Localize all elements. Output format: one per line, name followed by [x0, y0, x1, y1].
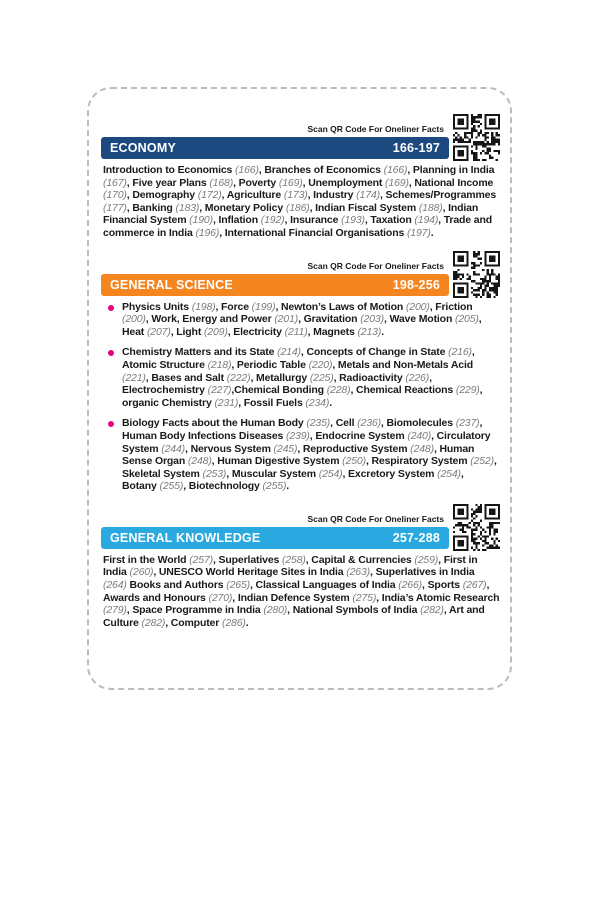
topic-name: Branches of Economics [264, 164, 381, 176]
page-number: (244) [161, 442, 186, 455]
topic-name: Trade and commerce in India [103, 214, 492, 239]
section-header-left [101, 124, 449, 159]
page-number: (253) [202, 467, 227, 480]
page-number: (257) [189, 553, 213, 566]
topic-name: Indian Defence System [237, 591, 350, 604]
topic-name: National Symbols of India [292, 604, 418, 617]
topic-name: Agriculture [226, 189, 282, 202]
topic-name: Schemes/Programmes [385, 189, 497, 202]
topic-name: Circulatory System [122, 429, 491, 455]
topic-name: Indian Financial System [103, 201, 479, 227]
sections-container [101, 114, 500, 629]
contents-card [87, 87, 512, 690]
bullet-dot-icon [108, 305, 114, 311]
page-number: (173) [283, 189, 308, 202]
page-number: (250) [342, 455, 366, 468]
section-header [101, 114, 500, 159]
topic-name: Computer [170, 616, 220, 629]
page-number: (186) [285, 201, 310, 214]
topic-name: Excretory System [348, 467, 435, 480]
bullet-text: Chemistry Matters and its State (214), Concepts of Change in State (216), Atomic Structure (218), Periodic Table (220), Metals and Non-Metals Acid (221), Bases and Salt (222), Metallurgy (225), Radioactivity (226), Electrochemistry (227),Chemical Bonding (228), Chemical Reactions (229), organic Chemistry (231), Fossil Fuels (234). [122, 346, 483, 409]
topic-name: Biomolecules [386, 417, 453, 430]
page-number: (235) [306, 417, 331, 430]
topic-name: Books and Authors [129, 579, 224, 592]
section-title-bar [101, 527, 449, 549]
page-number: (227) [207, 384, 232, 397]
page-number: (258) [281, 553, 306, 566]
bullet-dot-icon [108, 350, 114, 356]
page-number: (193) [341, 214, 365, 227]
page-number: (282) [420, 604, 444, 617]
page-number: (286) [221, 616, 246, 629]
topic-name: Industry [313, 189, 354, 202]
topic-name: Human Digestive System [217, 455, 340, 468]
page-number: (240) [407, 429, 432, 442]
topic-name: Introduction to Economics [103, 164, 233, 176]
topic-name: Periodic Table [236, 358, 306, 371]
section-body: First in the World (257), Superlatives (258), Capital & Currencies (259), First in India (260), UNESCO World Heritage Sites in India (263), Superlatives in India (264) Books and Authors (265), Classical Languages of India (266), Sports (267), Awards and Honours (270), Indian Defence System (275), India’s Atomic Research (279), Space Programme in India (280), National Symbols of India (282), Art and Culture (282), Computer (286). [103, 553, 500, 629]
page-number: (228) [326, 384, 351, 397]
page-number: (167) [103, 176, 127, 189]
section-header-left [101, 514, 449, 549]
page-number: (225) [309, 371, 334, 384]
topic-name: Fossil Fuels [243, 396, 303, 409]
page-number: (166) [383, 164, 408, 176]
section-title: GENERAL KNOWLEDGE [110, 530, 261, 545]
bullet-item-biology [103, 417, 500, 493]
section-general-science [101, 251, 500, 493]
topic-name: Space Programme in India [132, 604, 261, 617]
page-number: (198) [191, 300, 216, 313]
group-lead: Biology [122, 417, 160, 430]
section-title-bar [101, 274, 449, 296]
topic-name: Poverty [238, 176, 277, 189]
topic-name: Art and Culture [103, 604, 485, 629]
topic-name: Classical Languages of India [255, 579, 396, 592]
page-number: (254) [437, 467, 461, 480]
page-number: (280) [263, 604, 288, 617]
page-number: (255) [159, 480, 184, 493]
qr-caption: Scan QR Code For Oneliner Facts [307, 513, 444, 524]
page-number: (211) [284, 325, 308, 338]
topic-name: Chemical Bonding [234, 384, 324, 397]
page-number: (166) [235, 164, 259, 176]
group-lead: Chemistry [122, 346, 173, 359]
topic-name: First in India [103, 553, 478, 579]
topic-name: Muscular System [231, 467, 316, 480]
section-general-knowledge [101, 504, 500, 630]
page-number: (245) [273, 442, 298, 455]
topic-name: Monetary Policy [204, 201, 284, 214]
page-number: (205) [455, 313, 479, 326]
section-title: ECONOMY [110, 141, 176, 155]
topic-name: Gravitation [303, 313, 358, 326]
qr-code-icon [453, 114, 500, 161]
page-number: (222) [226, 371, 251, 384]
topic-name: Magnets [313, 325, 355, 338]
section-page-range: 257-288 [392, 530, 440, 545]
page-number: (221) [122, 371, 146, 384]
page-number: (220) [308, 358, 333, 371]
topic-name: Newton’s Laws of Motion [280, 300, 404, 313]
topic-name: UNESCO World Heritage Sites in India [158, 566, 344, 579]
page-number: (169) [278, 176, 303, 189]
topic-name: Radioactivity [339, 371, 403, 384]
topic-name: Friction [435, 300, 473, 313]
topic-name: Respiratory System [371, 455, 468, 468]
page-number: (267) [462, 579, 487, 592]
topic-name: Human Body Infections Diseases [122, 429, 284, 442]
topic-name: Taxation [370, 214, 412, 227]
topic-name: Sports [427, 579, 460, 592]
page-number: (260) [129, 566, 154, 579]
topic-name: Metallurgy [256, 371, 308, 384]
page-number: (214) [277, 346, 301, 359]
page-number: (172) [197, 189, 222, 202]
topic-name: Demography [132, 189, 195, 202]
page-number: (259) [414, 553, 439, 566]
topic-name: Human Sense Organ [122, 442, 475, 468]
page-number: (248) [187, 455, 212, 468]
topic-name: Concepts of Change in State [306, 346, 446, 359]
topic-name: Bases and Salt [151, 371, 224, 384]
section-page-range: 166-197 [392, 141, 440, 155]
page-number: (201) [274, 313, 299, 326]
topic-name: Botany [122, 480, 157, 493]
topic-name: Skeletal System [122, 467, 200, 480]
page-number: (196) [195, 226, 220, 239]
topic-name: Inflation [218, 214, 258, 227]
section-body: Introduction to Economics (166), Branches of Economics (166), Planning in India (167), Five year Plans (168), Poverty (169), Unemployment (169), National Income (170), Demography (172), Agriculture (173), Industry (174), Schemes/Programmes (177), Banking (183), Monetary Policy (186), Indian Fiscal System (188), Indian Financial System (190), Inflation (192), Insurance (193), Taxation (194), Trade and commerce in India (196), International Financial Organisations (197). [103, 164, 497, 239]
topic-name: Electrochemistry [122, 384, 205, 397]
topic-name: Force [221, 300, 249, 313]
page-number: (169) [385, 176, 409, 189]
topic-name: Superlatives [218, 553, 280, 566]
topic-name: Facts about the Human Body [162, 417, 304, 430]
page-number: (218) [207, 358, 232, 371]
page-number: (177) [103, 201, 127, 214]
page-number: (229) [455, 384, 480, 397]
topic-name: Wave Motion [389, 313, 453, 326]
page-number: (192) [260, 214, 285, 227]
topic-name: Insurance [290, 214, 339, 227]
qr-caption: Scan QR Code For Oneliner Facts [307, 124, 444, 134]
topic-name: Cell [335, 417, 355, 430]
topic-name: Awards and Honours [103, 591, 206, 604]
page-number: (209) [203, 325, 228, 338]
page-number: (216) [448, 346, 472, 359]
topic-name: Chemical Reactions [356, 384, 454, 397]
section-title-bar [101, 137, 449, 159]
page-number: (252) [470, 455, 494, 468]
bullet-dot-icon [108, 421, 114, 427]
qr-caption: Scan QR Code For Oneliner Facts [307, 260, 444, 271]
topic-name: Planning in India [412, 164, 495, 176]
qr-code-icon [453, 251, 500, 298]
topic-name: Five year Plans [132, 176, 207, 189]
topic-name: Reproductive System [302, 442, 408, 455]
page-number: (188) [418, 201, 443, 214]
page-number: (254) [318, 467, 343, 480]
page-number: (174) [356, 189, 380, 202]
page-number: (255) [262, 480, 287, 493]
topic-name: Light [176, 325, 202, 338]
page-number: (200) [122, 313, 146, 326]
bullet-item-physics [103, 301, 500, 339]
topic-name: National Income [414, 176, 494, 189]
topic-name: Endocrine System [315, 429, 405, 442]
topic-name: Electricity [233, 325, 282, 338]
page-number: (213) [357, 325, 382, 338]
topic-name: Matters and its State [174, 346, 275, 359]
topic-name: Metals and Non-Metals Acid [337, 358, 474, 371]
topic-name: Nervous System [190, 442, 271, 455]
page-number: (203) [360, 313, 384, 326]
topic-name: Atomic Structure [122, 358, 205, 371]
bullet-item-chemistry [103, 346, 500, 409]
topic-name: Work, Energy and Power [151, 313, 272, 326]
group-lead: Physics [122, 300, 161, 313]
section-page-range: 198-256 [392, 277, 440, 292]
topic-name: Unemployment [308, 176, 383, 189]
page-number: (264) [103, 579, 127, 592]
page-number: (266) [398, 579, 423, 592]
topic-name: First in the World [103, 553, 187, 566]
page-number: (234) [305, 396, 330, 409]
page-number: (279) [103, 604, 127, 617]
bullet-text: Biology Facts about the Human Body (235), Cell (236), Biomolecules (237), Human Body Infections Diseases (239), Endocrine System (240), Circulatory System (244), Nervous System (245), Reproductive System (248), Human Sense Organ (248), Human Digestive System (250), Respiratory System (252), Skeletal System (253), Muscular System (254), Excretory System (254), Botany (255), Biotechnology (255). [122, 417, 497, 493]
bullet-text: Physics Units (198), Force (199), Newton’s Laws of Motion (200), Friction (200), Work, Energy and Power (201), Gravitation (203), Wave Motion (205), Heat (207), Light (209), Electricity (211), Magnets (213). [122, 300, 482, 338]
topic-name: Heat [122, 325, 145, 338]
section-header-left [101, 261, 449, 296]
topic-name: organic Chemistry [122, 396, 212, 409]
page-number: (270) [208, 591, 233, 604]
page-number: (265) [226, 579, 250, 592]
topic-name: Banking [132, 201, 173, 214]
topic-name: Units [163, 300, 189, 313]
page-number: (194) [414, 214, 439, 227]
page-number: (239) [286, 429, 310, 442]
page-number: (236) [357, 417, 381, 430]
page-number: (170) [103, 189, 127, 202]
section-header [101, 251, 500, 296]
page-number: (183) [175, 201, 200, 214]
page-number: (237) [455, 417, 480, 430]
topic-name: Indian Fiscal System [315, 201, 417, 214]
page-number: (168) [209, 176, 234, 189]
qr-code-icon [453, 504, 500, 551]
topic-name: Superlatives in India [375, 566, 475, 579]
page-number: (231) [214, 396, 239, 409]
page-number: (190) [189, 214, 213, 227]
topic-name: Capital & Currencies [311, 553, 412, 566]
topic-name: Biotechnology [188, 480, 260, 493]
topic-name: India’s Atomic Research [381, 591, 500, 604]
page-number: (207) [146, 325, 171, 338]
page-number: (263) [346, 566, 371, 579]
section-economy [101, 114, 500, 240]
section-body [101, 301, 500, 493]
page-number: (226) [405, 371, 430, 384]
page-number: (275) [352, 591, 377, 604]
page-number: (199) [251, 300, 276, 313]
page-number: (282) [141, 616, 166, 629]
topic-name: International Financial Organisations [224, 226, 405, 239]
section-title: GENERAL SCIENCE [110, 277, 233, 292]
section-header [101, 504, 500, 549]
page-number: (248) [410, 442, 434, 455]
page-number: (197) [406, 226, 431, 239]
page-number: (200) [405, 300, 430, 313]
